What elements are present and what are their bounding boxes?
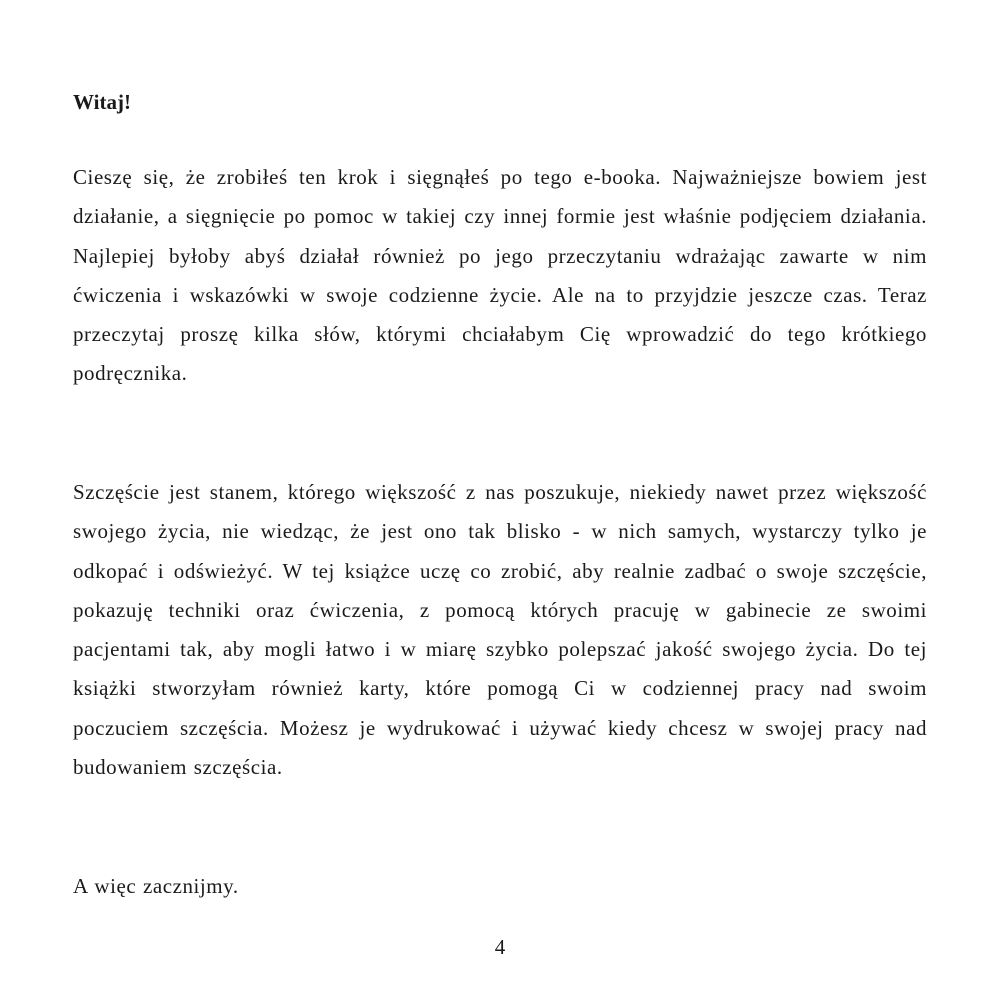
page-number: 4 <box>494 935 506 959</box>
greeting-heading: Witaj! <box>73 90 131 114</box>
happiness-paragraph: Szczęście jest stanem, którego większość z nas poszukuje, niekiedy nawet przez większość swojego życia, nie wiedząc, że jest ono tak blisko - w nich samych, wystarczy tylko je odkopać i odświeżyć. W tej książce uczę co zrobić, aby realnie zadbać o swoje szczęście, pokazuję techniki oraz ćwiczenia, z pomocą których pracuję w gabinecie ze swoimi pacjentami tak, aby mogli łatwo i w miarę szybko polepszać jakość swojego życia. Do tej książki stworzyłam również karty, które pomogą Ci w codziennej pracy nad swoim poczuciem szczęścia. Możesz je wydrukować i używać kiedy chcesz w swojej pracy nad budowaniem szczęścia. <box>73 480 927 780</box>
closing-paragraph: A więc zacznijmy. <box>73 874 239 898</box>
document-page <box>73 0 927 1000</box>
intro-paragraph: Cieszę się, że zrobiłeś ten krok i sięgnąłeś po tego e-booka. Najważniejsze bowiem jest działanie, a sięgnięcie po pomoc w takiej czy innej formie jest właśnie podjęciem działania. Najlepiej byłoby abyś działał również po jego przeczytaniu wdrażając zawarte w nim ćwiczenia i wskazówki w swoje codzienne życie. Ale na to przyjdzie jeszcze czas. Teraz przeczytaj proszę kilka słów, którymi chciałabym Cię wprowadzić do tego krótkiego podręcznika. <box>73 165 927 386</box>
